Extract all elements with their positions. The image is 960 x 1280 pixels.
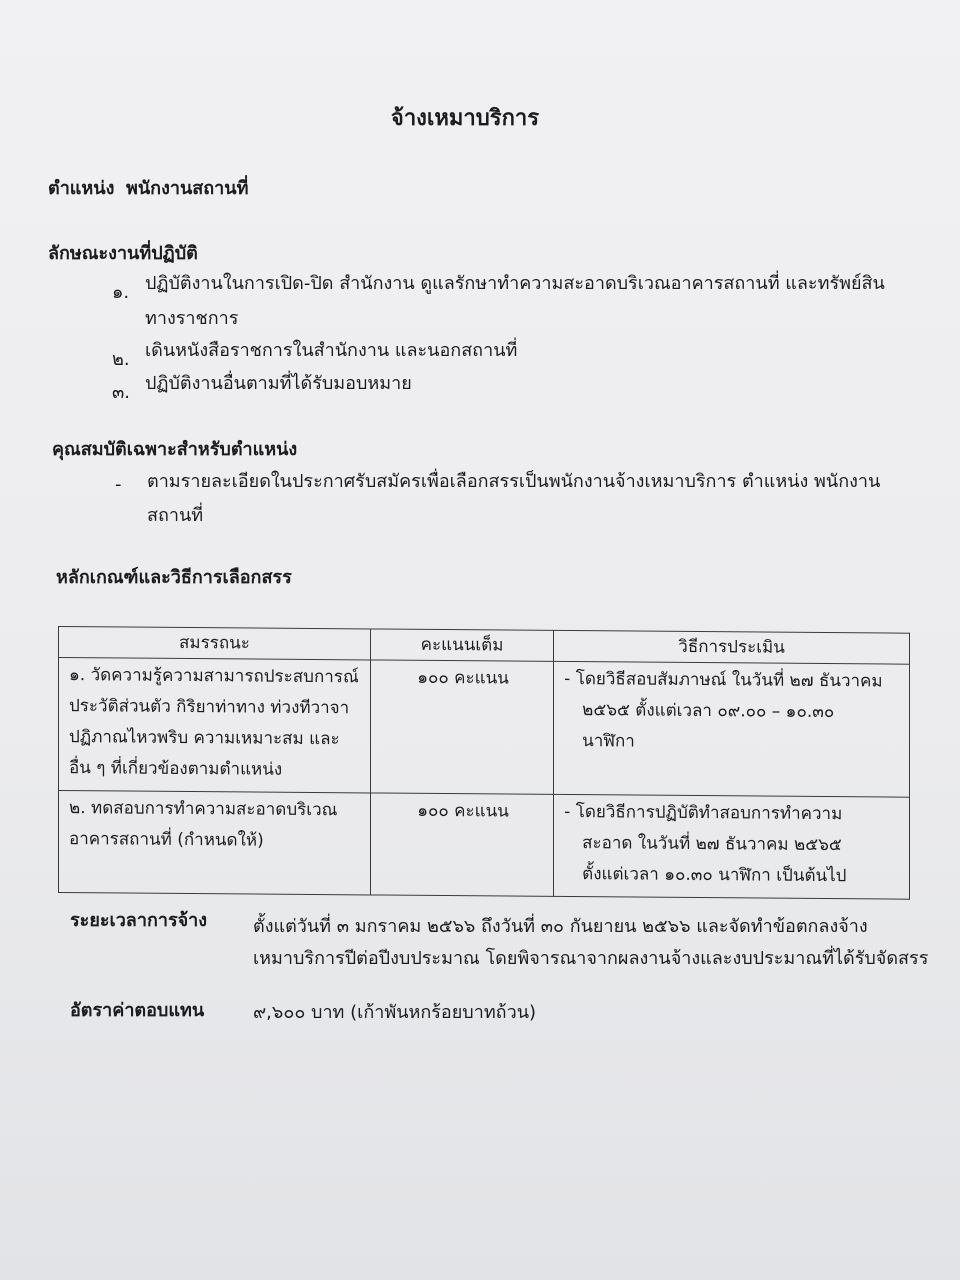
- qualifications-heading: คุณสมบัติเฉพาะสำหรับตำแหน่ง: [52, 439, 298, 460]
- duty-line: ทางราชการ: [145, 308, 239, 329]
- column-header-score: คะแนนเต็ม: [370, 629, 553, 661]
- position-label: ตำแหน่ง: [48, 178, 115, 199]
- duration-label: ระยะเวลาการจ้าง: [70, 910, 208, 931]
- method-cell: [554, 794, 910, 899]
- cell-line: อื่น ๆ ที่เกี่ยวข้องตามตำแหน่ง: [69, 758, 283, 780]
- cell-line: อาคารสถานที่ (กำหนดให้): [69, 829, 264, 851]
- compensation-label: อัตราค่าตอบแทน: [70, 1000, 205, 1021]
- score-cell: [370, 793, 553, 896]
- duty-number: ๑.: [112, 282, 130, 303]
- compensation-value: ๙,๖๐๐ บาท (เก้าพันหกร้อยบาทถ้วน): [253, 1002, 537, 1023]
- duties-heading: ลักษณะงานที่ปฏิบัติ: [48, 243, 198, 264]
- competency-cell: [59, 658, 371, 793]
- cell-line: ๑. วัดความรู้ความสามารถประสบการณ์: [69, 665, 359, 688]
- cell-line: - โดยวิธีสอบสัมภาษณ์ ในวันที่ ๒๗ ธันวาคม: [564, 668, 883, 692]
- column-header-method: วิธีการประเมิน: [554, 630, 910, 664]
- duty-number: ๓.: [112, 382, 131, 403]
- cell-line: ปฏิภาณไหวพริบ ความเหมาะสม และ: [69, 727, 340, 750]
- column-header-competency: สมรรถนะ: [59, 627, 371, 660]
- duty-line: ปฏิบัติงานในการเปิด-ปิด สำนักงาน ดูแลรักษาทำความสะอาดบริเวณอาคารสถานที่ และทรัพย์สิน: [145, 273, 885, 294]
- duty-line: ปฏิบัติงานอื่นตามที่ได้รับมอบหมาย: [145, 373, 412, 394]
- duty-number: ๒.: [112, 349, 130, 370]
- cell-line: ประวัติส่วนตัว กิริยาท่าทาง ท่วงทีวาจา: [69, 696, 350, 719]
- cell-line: ๒. ทดสอบการทำความสะอาดบริเวณ: [69, 798, 338, 821]
- criteria-table: [58, 626, 910, 900]
- cell-line: ๑๐๐ คะแนน: [417, 667, 509, 689]
- cell-line: สะอาด ในวันที่ ๒๗ ธันวาคม ๒๕๖๕: [582, 833, 842, 856]
- document-title: จ้างเหมาบริการ: [390, 106, 540, 131]
- duty-line: เดินหนังสือราชการในสำนักงาน และนอกสถานที่: [145, 340, 518, 361]
- cell-line: ๒๕๖๕ ตั้งแต่เวลา ๐๙.๐๐ – ๑๐.๓๐: [582, 700, 835, 723]
- position-value: พนักงานสถานที่: [126, 178, 249, 199]
- competency-cell: [59, 791, 371, 895]
- qualification-bullet: -: [115, 474, 122, 495]
- duration-line: เหมาบริการปีต่อปีงบประมาณ โดยพิจารณาจากผลงานจ้างและงบประมาณที่ได้รับจัดสรร: [253, 948, 929, 969]
- cell-line: ตั้งแต่เวลา ๑๐.๓๐ นาฬิกา เป็นต้นไป: [582, 864, 847, 887]
- cell-line: ๑๐๐ คะแนน: [417, 800, 509, 822]
- cell-line: นาฬิกา: [582, 731, 635, 752]
- criteria-heading: หลักเกณฑ์และวิธีการเลือกสรร: [56, 567, 292, 588]
- duration-line: ตั้งแต่วันที่ ๓ มกราคม ๒๕๖๖ ถึงวันที่ ๓๐ กันยายน ๒๕๖๖ และจัดทำข้อตกลงจ้าง: [253, 916, 868, 937]
- table-row: [59, 791, 910, 900]
- qualification-line: ตามรายละเอียดในประกาศรับสมัครเพื่อเลือกสรรเป็นพนักงานจ้างเหมาบริการ ตำแหน่ง พนักงาน: [147, 471, 881, 492]
- table-row: [59, 658, 910, 798]
- method-cell: [554, 661, 910, 797]
- qualification-line: สถานที่: [147, 505, 204, 526]
- cell-line: - โดยวิธีการปฏิบัติทำสอบการทำความ: [564, 801, 843, 825]
- score-cell: [370, 660, 553, 794]
